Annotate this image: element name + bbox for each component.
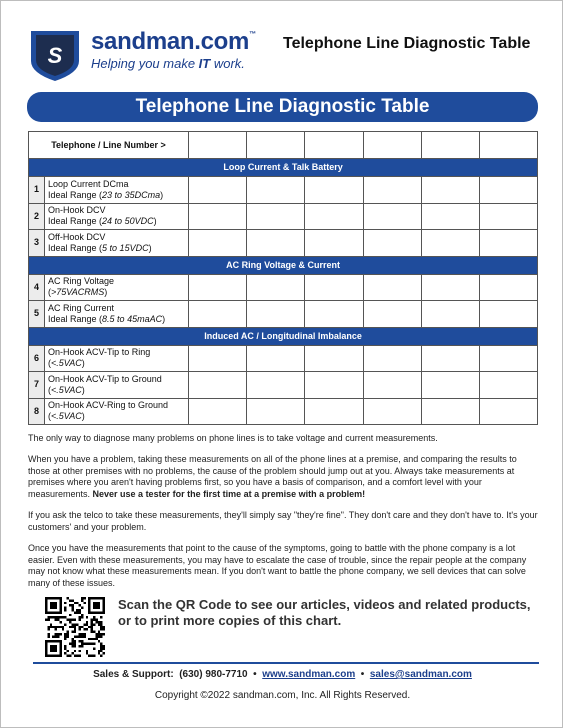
value-cell[interactable] [479,274,537,301]
value-cell[interactable] [247,230,305,257]
table-row [29,372,538,399]
section-header-row [29,327,538,345]
value-cell[interactable] [363,301,421,328]
brand-name[interactable]: sandman.com™ [91,28,256,55]
measurement-label [45,203,189,230]
measurement-range: Ideal Range (5 to 15VDC) [48,242,152,253]
value-cell[interactable] [363,203,421,230]
value-cell[interactable] [363,177,421,204]
measurement-label [45,372,189,399]
sandman-logo-icon [28,27,82,83]
value-cell[interactable] [189,132,247,159]
value-cell[interactable] [189,301,247,328]
value-cell[interactable] [421,203,479,230]
value-cell[interactable] [363,230,421,257]
measurement-range: (<.5VAC) [48,358,85,369]
table-row [29,301,538,328]
logo-letter: S [47,43,63,68]
tagline: Helping you make IT work. [91,56,245,71]
header-title: Telephone Line Diagnostic Table [283,35,531,52]
value-cell[interactable] [479,203,537,230]
section-title: AC Ring Voltage & Current [29,256,538,274]
line-number-header-row [29,132,538,159]
value-cell[interactable] [479,301,537,328]
measurement-name: On-Hook DCV [48,205,106,216]
value-cell[interactable] [363,274,421,301]
diagnostic-table [28,131,538,425]
measurement-range: (>75VACRMS) [48,287,108,298]
value-cell[interactable] [421,177,479,204]
value-cell[interactable] [305,372,363,399]
measurement-range: Ideal Range (23 to 35DCma) [48,189,164,200]
section-header-row [29,159,538,177]
value-cell[interactable] [479,372,537,399]
measurement-label [45,274,189,301]
section-header-row [29,256,538,274]
value-cell[interactable] [247,132,305,159]
qr-code-icon[interactable] [45,597,105,657]
value-cell[interactable] [189,230,247,257]
value-cell[interactable] [189,203,247,230]
row-number: 7 [29,372,45,399]
table-row [29,345,538,372]
value-cell[interactable] [305,274,363,301]
value-cell[interactable] [305,345,363,372]
section-title: Induced AC / Longitudinal Imbalance [29,327,538,345]
measurement-label [45,177,189,204]
value-cell[interactable] [421,372,479,399]
value-cell[interactable] [363,132,421,159]
banner-title: Telephone Line Diagnostic Table [27,92,538,122]
line-number-label: Telephone / Line Number > [29,132,189,159]
measurement-name: AC Ring Current [48,302,115,313]
table-row [29,398,538,425]
value-cell[interactable] [479,132,537,159]
contact-label: Sales & Support: [93,669,174,680]
value-cell[interactable] [421,132,479,159]
value-cell[interactable] [247,301,305,328]
contact-line: Sales & Support: (630) 980-7710 • www.sandman.com • sales@sandman.com [93,669,472,680]
copyright: Copyright ©2022 sandman.com, Inc. All Rights Reserved. [154,690,411,701]
measurement-name: Off-Hook DCV [48,231,106,242]
value-cell[interactable] [247,345,305,372]
value-cell[interactable] [305,132,363,159]
table-row [29,203,538,230]
table-row [29,177,538,204]
measurement-range: (<.5VAC) [48,411,85,422]
measurement-label [45,301,189,328]
value-cell[interactable] [479,345,537,372]
value-cell[interactable] [189,177,247,204]
value-cell[interactable] [479,398,537,425]
value-cell[interactable] [189,345,247,372]
row-number: 2 [29,203,45,230]
table-row [29,230,538,257]
value-cell[interactable] [305,203,363,230]
value-cell[interactable] [189,274,247,301]
measurement-name: Loop Current DCma [48,178,129,189]
email-link[interactable]: sales@sandman.com [369,669,472,680]
phone-number[interactable]: (630) 980-7710 [179,669,248,680]
measurement-range: Ideal Range (24 to 50VDC) [48,216,157,227]
measurement-label [45,345,189,372]
row-number: 5 [29,301,45,328]
measurement-label [45,398,189,425]
paragraph-method: When you have a problem, taking these measurements on all of the phone lines at a premise, and comparing the results to those at other premises with no problems, the cause of the problem should jump out at you. Always take measurements at premises where you aren't having problems first, so you have a basis of comparison, and a comfort level with your measurements. Never use a tester for the first time at a premise with a problem! [28,454,517,499]
value-cell[interactable] [421,274,479,301]
value-cell[interactable] [247,274,305,301]
value-cell[interactable] [421,230,479,257]
row-number: 8 [29,398,45,425]
paragraph-battle: Once you have the measurements that point to the cause of the symptoms, going to battle with the phone company is a lot easier. Even with these measurements, you may have to escalate the case of trouble, since the repair people at the company may not know what these measurements mean. If you don't want to battle the phone company, we sell devices that can solve many of these issues. [28,543,527,588]
value-cell[interactable] [363,398,421,425]
value-cell[interactable] [363,372,421,399]
value-cell[interactable] [247,372,305,399]
footer-divider [33,662,539,664]
value-cell[interactable] [247,398,305,425]
measurement-name: AC Ring Voltage [48,276,115,287]
qr-caption: Scan the QR Code to see our articles, videos and related products, or to print more copies of this chart. [118,597,531,628]
measurement-range: (<.5VAC) [48,384,85,395]
row-number: 1 [29,177,45,204]
measurement-range: Ideal Range (8.5 to 45maAC) [48,313,166,324]
value-cell[interactable] [479,177,537,204]
row-number: 4 [29,274,45,301]
value-cell[interactable] [305,177,363,204]
row-number: 6 [29,345,45,372]
value-cell[interactable] [479,230,537,257]
value-cell[interactable] [363,345,421,372]
measurement-label [45,230,189,257]
value-cell[interactable] [421,301,479,328]
value-cell[interactable] [305,301,363,328]
value-cell[interactable] [247,177,305,204]
paragraph-telco: If you ask the telco to take these measurements, they'll simply say "they're fine". They don't care and they don't have to. It's your customers' and your problem. [28,510,538,532]
value-cell[interactable] [189,398,247,425]
measurement-name: On-Hook ACV-Tip to Ground [48,373,162,384]
value-cell[interactable] [247,203,305,230]
value-cell[interactable] [421,398,479,425]
value-cell[interactable] [421,345,479,372]
measurement-name: On-Hook ACV-Tip to Ring [48,347,151,358]
value-cell[interactable] [305,230,363,257]
measurement-name: On-Hook ACV-Ring to Ground [48,400,169,411]
value-cell[interactable] [305,398,363,425]
value-cell[interactable] [189,372,247,399]
paragraph-intro: The only way to diagnose many problems on phone lines is to take voltage and current measurements. [28,433,438,443]
section-title: Loop Current & Talk Battery [29,159,538,177]
table-row [29,274,538,301]
row-number: 3 [29,230,45,257]
website-link[interactable]: www.sandman.com [262,669,356,680]
